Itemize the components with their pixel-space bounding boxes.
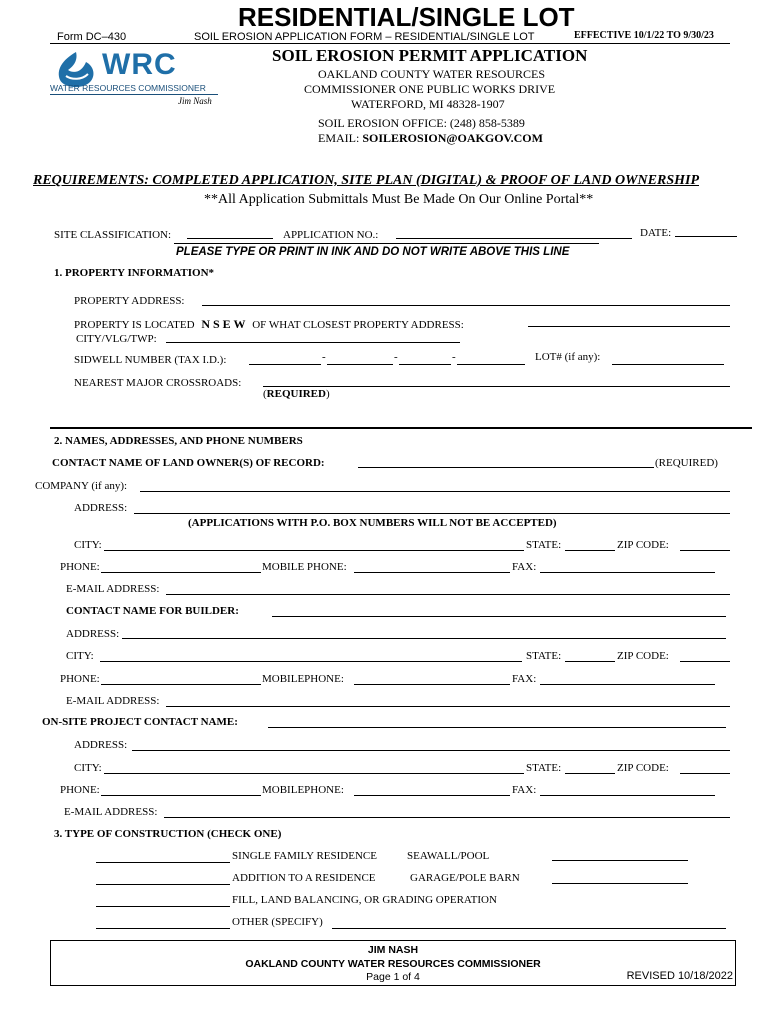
other-specify-field[interactable] [332,928,726,929]
builder-email-field[interactable] [166,706,730,707]
lot-field[interactable] [612,364,724,365]
onsite-email-label: E-MAIL ADDRESS: [64,806,158,818]
wrc-logo [50,50,220,110]
opt-single-family: SINGLE FAMILY RESIDENCE [232,850,377,862]
onsite-city-field[interactable] [104,773,524,774]
addition-checkline[interactable] [96,884,230,885]
application-no-label: APPLICATION NO.: [283,229,379,241]
opt-addition: ADDITION TO A RESIDENCE [232,872,376,884]
builder-address-field[interactable] [122,638,726,639]
header-rule [50,43,730,44]
permit-title: SOIL EROSION PERMIT APPLICATION [272,46,588,65]
owner-address-label: ADDRESS: [74,502,128,514]
builder-email-label: E-MAIL ADDRESS: [66,695,160,707]
paren-open: ( [263,388,267,400]
onsite-mobile-field[interactable] [354,795,510,796]
owner-phone-field[interactable] [101,572,261,573]
footer-name: JIM NASH [367,944,419,956]
onsite-city-label: CITY: [74,762,102,774]
builder-mobile-label: MOBILEPHONE: [262,673,344,685]
owner-city-label: CITY: [74,539,102,551]
po-box-note: (APPLICATIONS WITH P.O. BOX NUMBERS WILL NOT BE ACCEPTED) [188,517,557,529]
builder-state-field[interactable] [565,661,615,662]
form-number: Form DC–430 [57,31,127,43]
onsite-label: ON-SITE PROJECT CONTACT NAME: [42,716,238,728]
onsite-zip-field[interactable] [680,773,730,774]
section3-heading: 3. TYPE OF CONSTRUCTION (CHECK ONE) [54,828,282,840]
single-family-checkline[interactable] [96,862,230,863]
builder-phone-label: PHONE: [60,673,100,685]
email-label: EMAIL: [318,131,360,145]
owner-state-label: STATE: [526,539,562,551]
builder-state-label: STATE: [526,650,562,662]
owner-state-field[interactable] [565,550,615,551]
sidwell-part-3[interactable] [399,364,451,365]
onsite-email-field[interactable] [164,817,730,818]
seawall-checkline[interactable] [552,860,688,861]
property-located-line [74,317,464,332]
property-address-label: PROPERTY ADDRESS: [74,295,185,307]
onsite-mobile-label: MOBILEPHONE: [262,784,344,796]
opt-other: OTHER (SPECIFY) [232,916,323,928]
owner-field[interactable] [358,467,654,468]
onsite-state-field[interactable] [565,773,615,774]
opt-seawall: SEAWALL/POOL [407,850,490,862]
other-checkline[interactable] [96,928,230,929]
onsite-address-label: ADDRESS: [74,739,128,751]
logo-subtitle: WATER RESOURCES COMMISSIONER [50,83,206,93]
city-field[interactable] [166,342,460,343]
section2-heading: 2. NAMES, ADDRESSES, AND PHONE NUMBERS [54,435,303,447]
crossroads-field[interactable] [263,386,730,387]
address-line-1: OAKLAND COUNTY WATER RESOURCES [318,67,546,81]
builder-city-field[interactable] [100,661,522,662]
owner-zip-label: ZIP CODE: [617,539,669,551]
closest-address-field[interactable] [528,326,730,327]
onsite-fax-label: FAX: [512,784,537,796]
onsite-field[interactable] [268,727,726,728]
owner-mobile-label: MOBILE PHONE: [262,561,347,573]
owner-city-field[interactable] [104,550,524,551]
owner-email-field[interactable] [166,594,730,595]
date-label: DATE: [640,227,672,239]
footer-revised: REVISED 10/18/2022 [626,970,733,982]
do-not-write-rule [174,243,599,244]
onsite-address-field[interactable] [132,750,730,751]
email-value: SOILEROSION@OAKGOV.COM [362,131,543,145]
city-label: CITY/VLG/TWP: [76,333,157,345]
sidwell-part-2[interactable] [327,364,393,365]
builder-label: CONTACT NAME FOR BUILDER: [66,605,239,617]
do-not-write-warning: PLEASE TYPE OR PRINT IN INK AND DO NOT WRITE ABOVE THIS LINE [176,246,570,258]
section-divider [50,427,752,429]
opt-garage: GARAGE/POLE BARN [410,872,520,884]
builder-phone-field[interactable] [101,684,261,685]
owner-mobile-field[interactable] [354,572,510,573]
opt-fill: FILL, LAND BALANCING, OR GRADING OPERATION [232,894,497,906]
onsite-zip-label: ZIP CODE: [617,762,669,774]
requirements-title: REQUIREMENTS: COMPLETED APPLICATION, SITE PLAN (DIGITAL) & PROOF OF LAND OWNERSHIP [33,173,699,188]
form-subtitle: SOIL EROSION APPLICATION FORM – RESIDENTIAL/SINGLE LOT [194,31,535,43]
owner-required: (REQUIRED) [655,457,718,469]
email-line [318,131,543,146]
sidwell-dash-1: - [322,351,326,363]
address-line-3: WATERFORD, MI 48328-1907 [351,97,505,111]
effective-dates: EFFECTIVE 10/1/22 TO 9/30/23 [574,30,714,41]
owner-fax-label: FAX: [512,561,537,573]
footer-box [50,940,736,986]
onsite-phone-field[interactable] [101,795,261,796]
footer-page: Page 1 of 4 [366,971,420,983]
footer-title: OAKLAND COUNTY WATER RESOURCES COMMISSIONER [245,958,541,970]
garage-checkline[interactable] [552,883,688,884]
sidwell-dash-2: - [394,351,398,363]
builder-city-label: CITY: [66,650,94,662]
address-line-2: COMMISSIONER ONE PUBLIC WORKS DRIVE [304,82,556,96]
builder-zip-field[interactable] [680,661,730,662]
lot-label: LOT# (if any): [535,351,601,363]
owner-address-field[interactable] [134,513,730,514]
office-phone: SOIL EROSION OFFICE: (248) 858-5389 [318,116,525,130]
builder-mobile-field[interactable] [354,684,510,685]
owner-zip-field[interactable] [680,550,730,551]
onsite-fax-field[interactable] [540,795,715,796]
section1-heading: 1. PROPERTY INFORMATION* [54,267,215,279]
owner-fax-field[interactable] [540,572,715,573]
logo-signature: Jim Nash [178,96,212,106]
located-prefix: PROPERTY IS LOCATED [74,319,195,331]
owner-email-label: E-MAIL ADDRESS: [66,583,160,595]
builder-fax-label: FAX: [512,673,537,685]
big-title: RESIDENTIAL/SINGLE LOT [238,2,575,32]
company-field[interactable] [140,491,730,492]
logo-rule [50,94,218,95]
sidwell-part-4[interactable] [457,364,525,365]
site-classification-field[interactable] [187,238,273,239]
builder-field[interactable] [272,616,726,617]
fill-checkline[interactable] [96,906,230,907]
property-address-field[interactable] [202,305,730,306]
date-field[interactable] [675,236,737,237]
onsite-state-label: STATE: [526,762,562,774]
owner-label: CONTACT NAME OF LAND OWNER(S) OF RECORD: [52,457,325,469]
located-suffix: OF WHAT CLOSEST PROPERTY ADDRESS: [252,319,464,331]
onsite-phone-label: PHONE: [60,784,100,796]
direction-options[interactable]: N S E W [201,317,246,331]
builder-fax-field[interactable] [540,684,715,685]
sidwell-dash-3: - [452,351,456,363]
sidwell-label: SIDWELL NUMBER (TAX I.D.): [74,354,227,366]
builder-address-label: ADDRESS: [66,628,120,640]
builder-zip-label: ZIP CODE: [617,650,669,662]
logo-wrc: WRC [102,48,177,81]
portal-note: **All Application Submittals Must Be Made On Our Online Portal** [204,192,594,207]
crossroads-label: NEAREST MAJOR CROSSROADS: [74,377,242,389]
site-classification-label: SITE CLASSIFICATION: [54,229,172,241]
application-no-field[interactable] [396,238,632,239]
company-label: COMPANY (if any): [35,480,128,492]
sidwell-part-1[interactable] [249,364,321,365]
crossroads-required [263,388,330,400]
owner-phone-label: PHONE: [60,561,100,573]
required-word: REQUIRED [266,388,326,400]
paren-close: ) [325,388,330,400]
